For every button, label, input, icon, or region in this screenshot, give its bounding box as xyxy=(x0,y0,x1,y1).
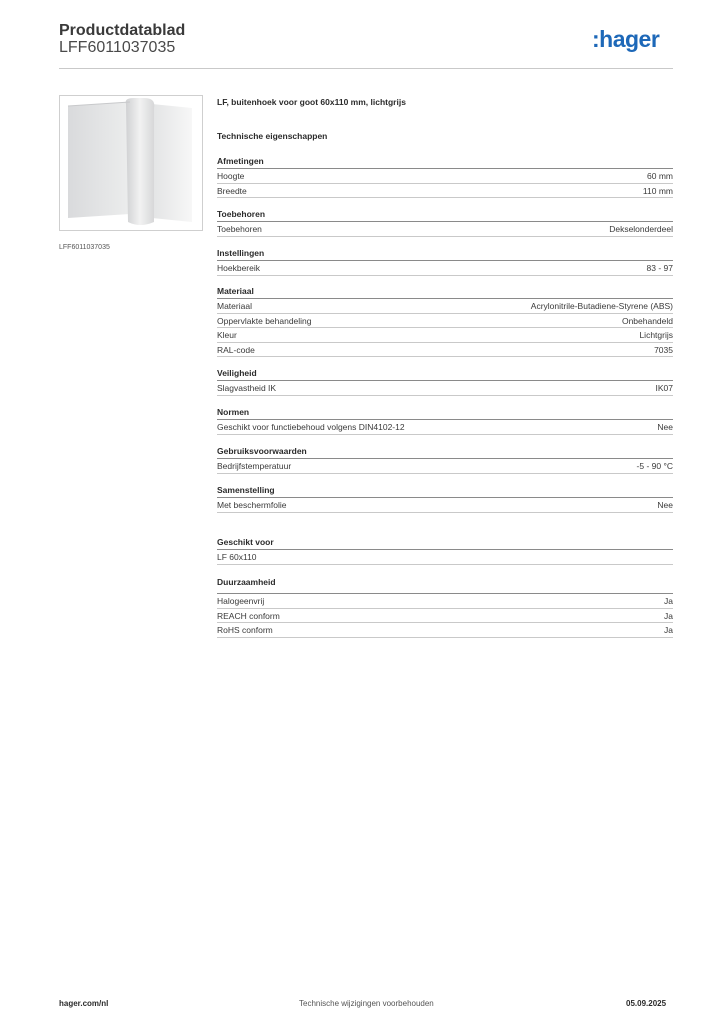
spec-row xyxy=(217,594,673,609)
spec-row xyxy=(217,261,673,276)
spec-label: Breedte xyxy=(217,185,247,196)
spec-row xyxy=(217,184,673,199)
spec-value: 110 mm xyxy=(642,185,673,196)
spec-label: LF 60x110 xyxy=(217,552,257,562)
group-title: Duurzaamheid xyxy=(217,577,276,587)
spec-value: -5 - 90 °C xyxy=(636,461,673,471)
group-title: Afmetingen xyxy=(217,156,264,166)
group-title: Geschikt voor xyxy=(217,537,274,547)
spec-value: Dekselonderdeel xyxy=(609,224,673,234)
spec-label: Toebehoren xyxy=(217,224,262,234)
page-title: Productdatablad xyxy=(59,22,186,39)
spec-row xyxy=(217,328,673,343)
spec-label: Halogeenvrij xyxy=(217,596,265,606)
spec-value: 83 - 97 xyxy=(646,263,673,273)
product-title: LF, buitenhoek voor goot 60x110 mm, lichtgrijs xyxy=(217,97,406,107)
product-image xyxy=(59,95,203,231)
spec-value: Lichtgrijs xyxy=(639,330,673,340)
spec-value: 7035 xyxy=(654,344,673,355)
spec-label: Materiaal xyxy=(217,301,252,311)
spec-row xyxy=(217,459,673,474)
spec-row xyxy=(217,299,673,314)
article-number: LFF6011037035 xyxy=(59,39,176,56)
spec-row xyxy=(217,550,673,565)
spec-label: Hoogte xyxy=(217,171,245,181)
spec-row xyxy=(217,609,673,624)
image-caption: LFF6011037035 xyxy=(59,244,110,251)
spec-label: REACH conform xyxy=(217,610,280,621)
spec-label: RoHS conform xyxy=(217,625,273,635)
group-title: Gebruiksvoorwaarden xyxy=(217,446,307,456)
spec-value: Acrylonitrile-Butadiene-Styrene (ABS) xyxy=(530,301,673,311)
tech-properties-heading: Technische eigenschappen xyxy=(217,131,328,141)
spec-label: Bedrijfstemperatuur xyxy=(217,461,292,471)
spec-label: Geschikt voor functiebehoud volgens DIN4102-12 xyxy=(217,422,405,432)
spec-label: Oppervlakte behandeling xyxy=(217,315,312,326)
spec-row xyxy=(217,222,673,237)
footer-website: hager.com/nl xyxy=(59,999,109,1008)
spec-label: Met beschermfolie xyxy=(217,500,287,510)
spec-row xyxy=(217,623,673,638)
spec-value: Ja xyxy=(664,610,673,621)
corner-piece-illustration xyxy=(60,96,203,231)
group-title: Normen xyxy=(217,407,250,417)
spec-row xyxy=(217,381,673,396)
group-title: Toebehoren xyxy=(217,209,266,219)
group-title: Instellingen xyxy=(217,248,265,258)
footer-date: 05.09.2025 xyxy=(626,999,667,1008)
spec-label: Kleur xyxy=(217,330,237,340)
spec-label: RAL-code xyxy=(217,344,255,355)
spec-value: Ja xyxy=(664,625,673,635)
group-title: Materiaal xyxy=(217,286,254,296)
spec-row xyxy=(217,498,673,513)
group-title: Veiligheid xyxy=(217,368,257,378)
spec-label: Hoekbereik xyxy=(217,263,260,273)
spec-value: Ja xyxy=(664,596,673,606)
header-divider xyxy=(59,68,673,69)
spec-value: Nee xyxy=(657,422,673,432)
spec-value: Onbehandeld xyxy=(621,315,673,326)
spec-row xyxy=(217,343,673,358)
footer-disclaimer: Technische wijzigingen voorbehouden xyxy=(299,999,434,1008)
spec-row xyxy=(217,169,673,184)
spec-label: Slagvastheid IK xyxy=(217,383,277,393)
spec-row xyxy=(217,314,673,329)
hager-logo: :hager xyxy=(592,26,660,52)
spec-value: Nee xyxy=(657,500,673,510)
spec-value: 60 mm xyxy=(647,171,673,181)
spec-value: IK07 xyxy=(655,383,673,393)
group-title: Samenstelling xyxy=(217,485,275,495)
spec-row xyxy=(217,420,673,435)
